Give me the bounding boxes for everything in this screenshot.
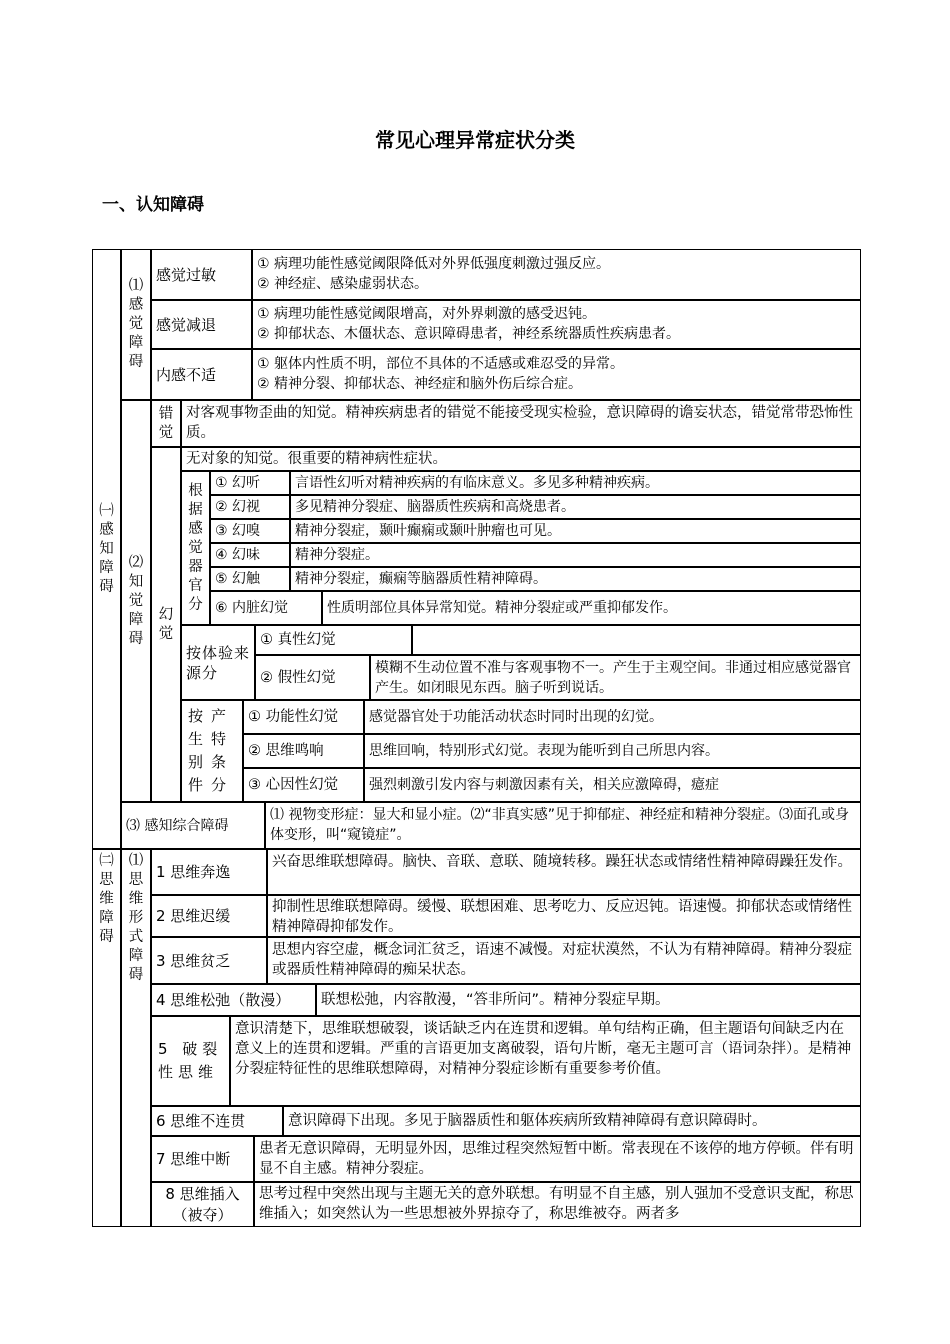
thinking-row-desc: 思考过程中突然出现与主题无关的意外联想。有明显不自主感，别人强加不受意识支配，称思维插入；如突然认为一些思想被外界掠夺了，称思维被夺。两者多 <box>254 1182 861 1227</box>
subgroup-label-thinking-form: ⑴思维形式障碍 <box>121 849 151 1227</box>
thinking-row-desc: 思想内容空虚，概念词汇贫乏，语速不减慢。对症状漠然，不认为有精神障碍。精神分裂症或器质性精神障碍的痴呆状态。 <box>267 937 861 984</box>
by-sense-desc: 性质明部位具体异常知觉。精神分裂症或严重抑郁发作。 <box>322 591 861 625</box>
by-condition-name: ② 思维鸣响 <box>243 734 364 768</box>
thinking-row-desc: 患者无意识障碍，无明显外因，思维过程突然短暂中断。常表现在不该停的地方停顿。伴有明显不自主感。精神分裂症。 <box>254 1136 861 1182</box>
group-label-perception: ㈠感知障碍 <box>92 249 121 849</box>
by-sense-desc: 精神分裂症。 <box>290 543 861 567</box>
hallucination-definition: 无对象的知觉。很重要的精神病性症状。 <box>181 447 861 471</box>
thinking-row-label: 2 思维迟缓 <box>151 895 267 937</box>
thinking-row-label: 4 思维松弛（散漫） <box>151 984 316 1016</box>
by-sense-name: ② 幻视 <box>210 495 290 519</box>
by-sense-name: ③ 幻嗅 <box>210 519 290 543</box>
thinking-row-label: 1 思维奔逸 <box>151 849 267 895</box>
row-label-hypoesthesia: 感觉减退 <box>151 300 252 349</box>
by-sense-name: ⑥ 内脏幻觉 <box>210 591 322 625</box>
row-desc-hypoesthesia: ① 病理功能性感觉阈限增高，对外界刺激的感受迟钝。 ② 抑郁状态、木僵状态、意识障碍患者，神经系统器质性疾病患者。 <box>252 300 861 349</box>
by-sense-label: 根据感觉器官分 <box>181 471 210 625</box>
thinking-row-label: 8 思维插入（被夺） <box>151 1182 254 1227</box>
illusion-label: 错觉 <box>151 400 181 447</box>
thinking-row-desc: 意识障碍下出现。多见于脑器质性和躯体疾病所致精神障碍有意识障碍时。 <box>283 1106 861 1136</box>
by-source-desc: 模糊不生动位置不准与客观事物不一。产生于主观空间。非通过相应感觉器官产生。如闭眼见东西。脑子听到说话。 <box>370 655 861 700</box>
by-condition-name: ③ 心因性幻觉 <box>243 768 364 802</box>
by-sense-desc: 精神分裂症，颞叶癫痫或颞叶肿瘤也可见。 <box>290 519 861 543</box>
by-sense-desc: 精神分裂症，癫痫等脑器质性精神障碍。 <box>290 567 861 591</box>
by-condition-desc: 思维回响，特别形式幻觉。表现为能听到自己所思内容。 <box>364 734 861 768</box>
page-title: 常见心理异常症状分类 <box>375 128 575 152</box>
thinking-row-label: 3 思维贫乏 <box>151 937 267 984</box>
by-sense-name: ⑤ 幻触 <box>210 567 290 591</box>
by-sense-desc: 多见精神分裂症、脑器质性疾病和高烧患者。 <box>290 495 861 519</box>
by-source-name: ② 假性幻觉 <box>255 655 370 700</box>
row-label-internal-discomfort: 内感不适 <box>151 349 252 400</box>
group-label-thinking: ㈡思维障碍 <box>92 849 121 1227</box>
by-source-label: 按体验来源分 <box>181 625 255 700</box>
by-condition-desc: 感觉器官处于功能活动状态时同时出现的幻觉。 <box>364 700 861 734</box>
thinking-row-desc: 意识清楚下，思维联想破裂，谈话缺乏内在连贯和逻辑。单句结构正确，但主题语句间缺乏内在意义上的连贯和逻辑。严重的言语更加支离破裂，语句片断，毫无主题可言（语词杂拌）。是精神分裂症特征性的思维联想障碍，对精神分裂症诊断有重要参考价值。 <box>230 1016 861 1106</box>
by-source-desc <box>412 625 861 655</box>
hallucination-label: 幻觉 <box>151 447 181 802</box>
thinking-row-desc: 联想松弛，内容散漫，“答非所问”。精神分裂症早期。 <box>316 984 861 1016</box>
thinking-row-desc: 兴奋思维联想障碍。脑快、音联、意联、随境转移。躁狂状态或情绪性精神障碍躁狂发作。 <box>267 849 861 895</box>
perceptual-synthesis-desc: ⑴ 视物变形症：显大和显小症。⑵“非真实感”见于抑郁症、神经症和精神分裂症。⑶面孔或身体变形，叫“窥镜症”。 <box>265 802 861 849</box>
row-desc-internal-discomfort: ① 躯体内性质不明，部位不具体的不适感或难忍受的异常。 ② 精神分裂、抑郁状态、神经症和脑外伤后综合症。 <box>252 349 861 400</box>
row-label-hyperesthesia: 感觉过敏 <box>151 249 252 300</box>
by-sense-desc: 言语性幻听对精神疾病的有临床意义。多见多种精神疾病。 <box>290 471 861 495</box>
thinking-row-label: 7 思维中断 <box>151 1136 254 1182</box>
by-condition-label: 按产生特别条件分 <box>181 700 243 802</box>
thinking-row-desc: 抑制性思维联想障碍。缓慢、联想困难、思考吃力、反应迟钝。语速慢。抑郁状态或情绪性精神障碍抑郁发作。 <box>267 895 861 937</box>
row-desc-hyperesthesia: ① 病理功能性感觉阈限降低对外界低强度刺激过强反应。 ② 神经症、感染虚弱状态。 <box>252 249 861 300</box>
section-heading: 一、认知障碍 <box>102 195 204 215</box>
perceptual-synthesis-label: ⑶ 感知综合障碍 <box>121 802 265 849</box>
thinking-row-label: 5 破裂性思维 <box>151 1016 230 1106</box>
illusion-desc: 对客观事物歪曲的知觉。精神疾病患者的错觉不能接受现实检验，意识障碍的谵妄状态，错觉常带恐怖性质。 <box>181 400 861 447</box>
by-condition-name: ① 功能性幻觉 <box>243 700 364 734</box>
by-sense-name: ④ 幻味 <box>210 543 290 567</box>
by-condition-desc: 强烈刺激引发内容与刺激因素有关，相关应激障碍，癔症 <box>364 768 861 802</box>
by-sense-name: ① 幻听 <box>210 471 290 495</box>
by-source-name: ① 真性幻觉 <box>255 625 412 655</box>
thinking-row-label: 6 思维不连贯 <box>151 1106 283 1136</box>
subgroup-label-sensation: ⑴感觉障碍 <box>121 249 151 400</box>
subgroup-label-perception: ⑵知觉障碍 <box>121 400 151 802</box>
